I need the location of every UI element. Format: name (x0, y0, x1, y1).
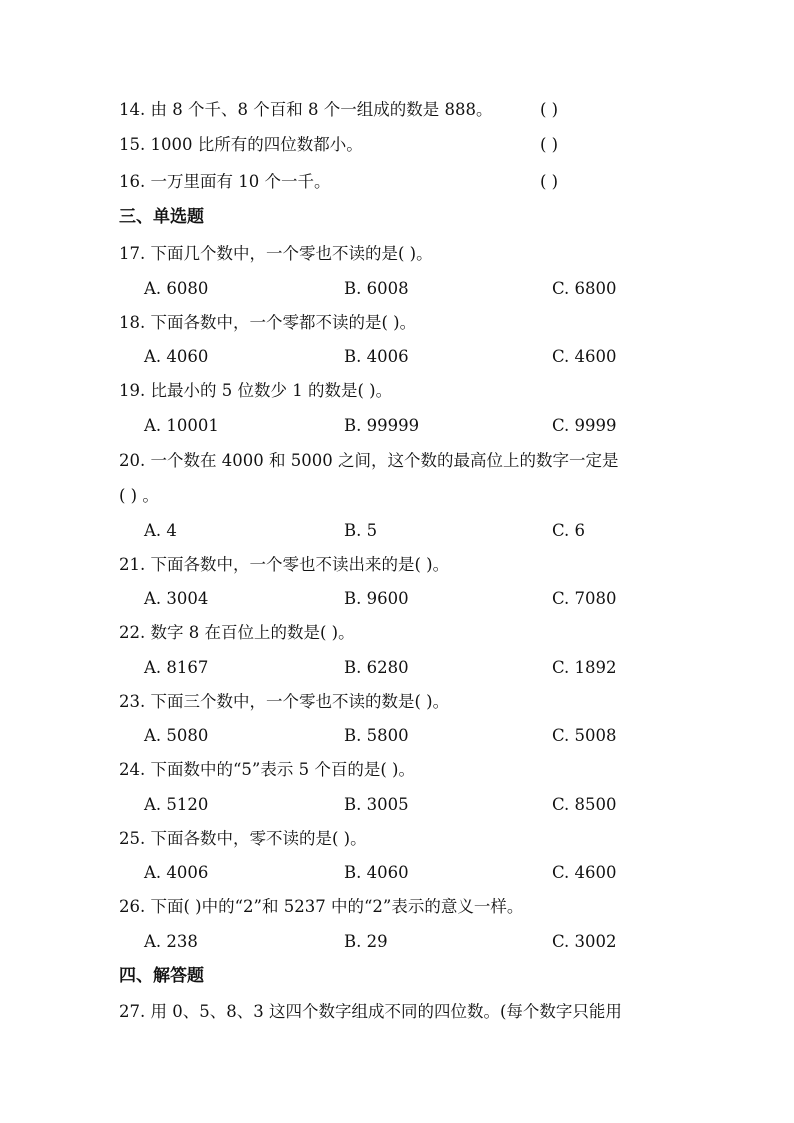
option-22-a: A. 8167 (144, 658, 209, 677)
question-27: 27. 用 0、5、8、3 这四个数字组成不同的四位数。(每个数字只能用 (119, 1002, 622, 1021)
question-18: 18. 下面各数中，一个零都不读的是( )。 (119, 313, 417, 332)
answer-blank-14: ( ) (540, 100, 559, 119)
option-19-a: A. 10001 (144, 416, 219, 435)
option-17-b: B. 6008 (344, 279, 409, 298)
option-23-b: B. 5800 (344, 726, 409, 745)
option-26-b: B. 29 (344, 932, 388, 951)
question-22: 22. 数字 8 在百位上的数是( )。 (119, 623, 355, 642)
option-20-b: B. 5 (344, 521, 378, 540)
option-18-b: B. 4006 (344, 347, 409, 366)
option-20-c: C. 6 (552, 521, 586, 540)
question-17: 17. 下面几个数中，一个零也不读的是( )。 (119, 244, 433, 263)
answer-blank-15: ( ) (540, 135, 559, 154)
option-25-a: A. 4006 (144, 863, 209, 882)
option-19-c: C. 9999 (552, 416, 617, 435)
question-26: 26. 下面( )中的“2”和 5237 中的“2”表示的意义一样。 (119, 897, 524, 916)
question-20: 20. 一个数在 4000 和 5000 之间，这个数的最高位上的数字一定是 (119, 451, 619, 470)
option-17-c: C. 6800 (552, 279, 617, 298)
option-23-a: A. 5080 (144, 726, 209, 745)
question-25: 25. 下面各数中，零不读的是( )。 (119, 829, 367, 848)
option-17-a: A. 6080 (144, 279, 209, 298)
option-23-c: C. 5008 (552, 726, 617, 745)
option-26-a: A. 238 (144, 932, 198, 951)
option-22-c: C. 1892 (552, 658, 617, 677)
option-24-c: C. 8500 (552, 795, 617, 814)
section-title-answer-questions: 四、解答题 (119, 966, 204, 986)
section-title-single-choice: 三、单选题 (119, 207, 204, 227)
question-15: 15. 1000 比所有的四位数都小。 (119, 135, 363, 154)
option-26-c: C. 3002 (552, 932, 617, 951)
option-25-b: B. 4060 (344, 863, 409, 882)
question-16: 16. 一万里面有 10 个一千。 (119, 172, 331, 191)
option-24-b: B. 3005 (344, 795, 409, 814)
option-18-c: C. 4600 (552, 347, 617, 366)
option-18-a: A. 4060 (144, 347, 209, 366)
option-21-a: A. 3004 (144, 589, 209, 608)
question-23: 23. 下面三个数中，一个零也不读的数是( )。 (119, 692, 450, 711)
option-25-c: C. 4600 (552, 863, 617, 882)
answer-blank-16: ( ) (540, 172, 559, 191)
option-22-b: B. 6280 (344, 658, 409, 677)
question-21: 21. 下面各数中，一个零也不读出来的是( )。 (119, 555, 450, 574)
question-14: 14. 由 8 个千、8 个百和 8 个一组成的数是 888。 (119, 100, 493, 119)
question-19: 19. 比最小的 5 位数少 1 的数是( )。 (119, 381, 393, 400)
option-21-c: C. 7080 (552, 589, 617, 608)
option-20-a: A. 4 (144, 521, 177, 540)
question-20-continued: ( ) 。 (119, 486, 159, 505)
option-21-b: B. 9600 (344, 589, 409, 608)
option-24-a: A. 5120 (144, 795, 209, 814)
option-19-b: B. 99999 (344, 416, 420, 435)
question-24: 24. 下面数中的“5”表示 5 个百的是( )。 (119, 760, 415, 779)
